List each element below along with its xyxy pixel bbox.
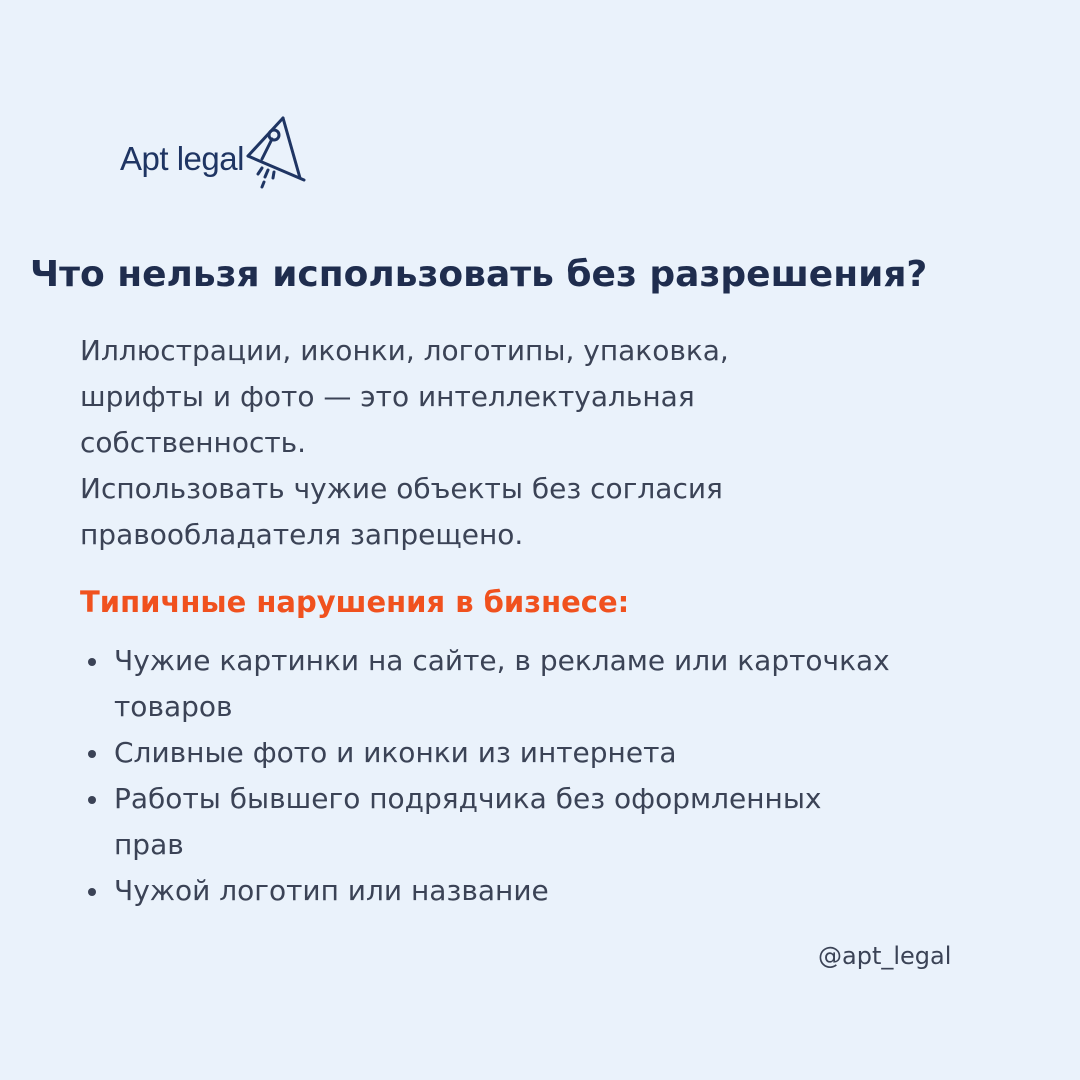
social-handle: @apt_legal bbox=[818, 942, 952, 970]
list-item bbox=[84, 730, 1044, 776]
intro-line: шрифты и фото — это интеллектуальная bbox=[80, 380, 695, 413]
brand-logo bbox=[120, 112, 308, 196]
list-item-line: прав bbox=[114, 828, 184, 861]
bullet-dot-icon bbox=[88, 796, 96, 804]
bullet-dot-icon bbox=[88, 658, 96, 666]
list-item-line: товаров bbox=[114, 690, 233, 723]
list-item-line: Чужие картинки на сайте, в рекламе или карточках bbox=[114, 644, 890, 677]
intro-line: собственность. bbox=[80, 426, 307, 459]
list-item-line: Чужой логотип или название bbox=[114, 874, 549, 907]
intro-text bbox=[80, 328, 1040, 558]
list-item bbox=[84, 776, 1044, 868]
violations-heading: Типичные нарушения в бизнесе: bbox=[80, 585, 630, 619]
bullet-dot-icon bbox=[88, 888, 96, 896]
list-item bbox=[84, 638, 1044, 730]
list-item-line: Работы бывшего подрядчика без оформленных bbox=[114, 782, 822, 815]
violations-list bbox=[84, 638, 1044, 914]
intro-line: правообладателя запрещено. bbox=[80, 518, 524, 551]
bullet-dot-icon bbox=[88, 750, 96, 758]
page-title: Что нельзя использовать без разрешения? bbox=[30, 254, 928, 295]
brand-name: Apt legal bbox=[120, 140, 244, 177]
list-item-line: Сливные фото и иконки из интернета bbox=[114, 736, 677, 769]
intro-line: Иллюстрации, иконки, логотипы, упаковка, bbox=[80, 334, 729, 367]
triangle-key-logo-icon bbox=[242, 112, 308, 196]
list-item bbox=[84, 868, 1044, 914]
intro-line: Использовать чужие объекты без согласия bbox=[80, 472, 723, 505]
